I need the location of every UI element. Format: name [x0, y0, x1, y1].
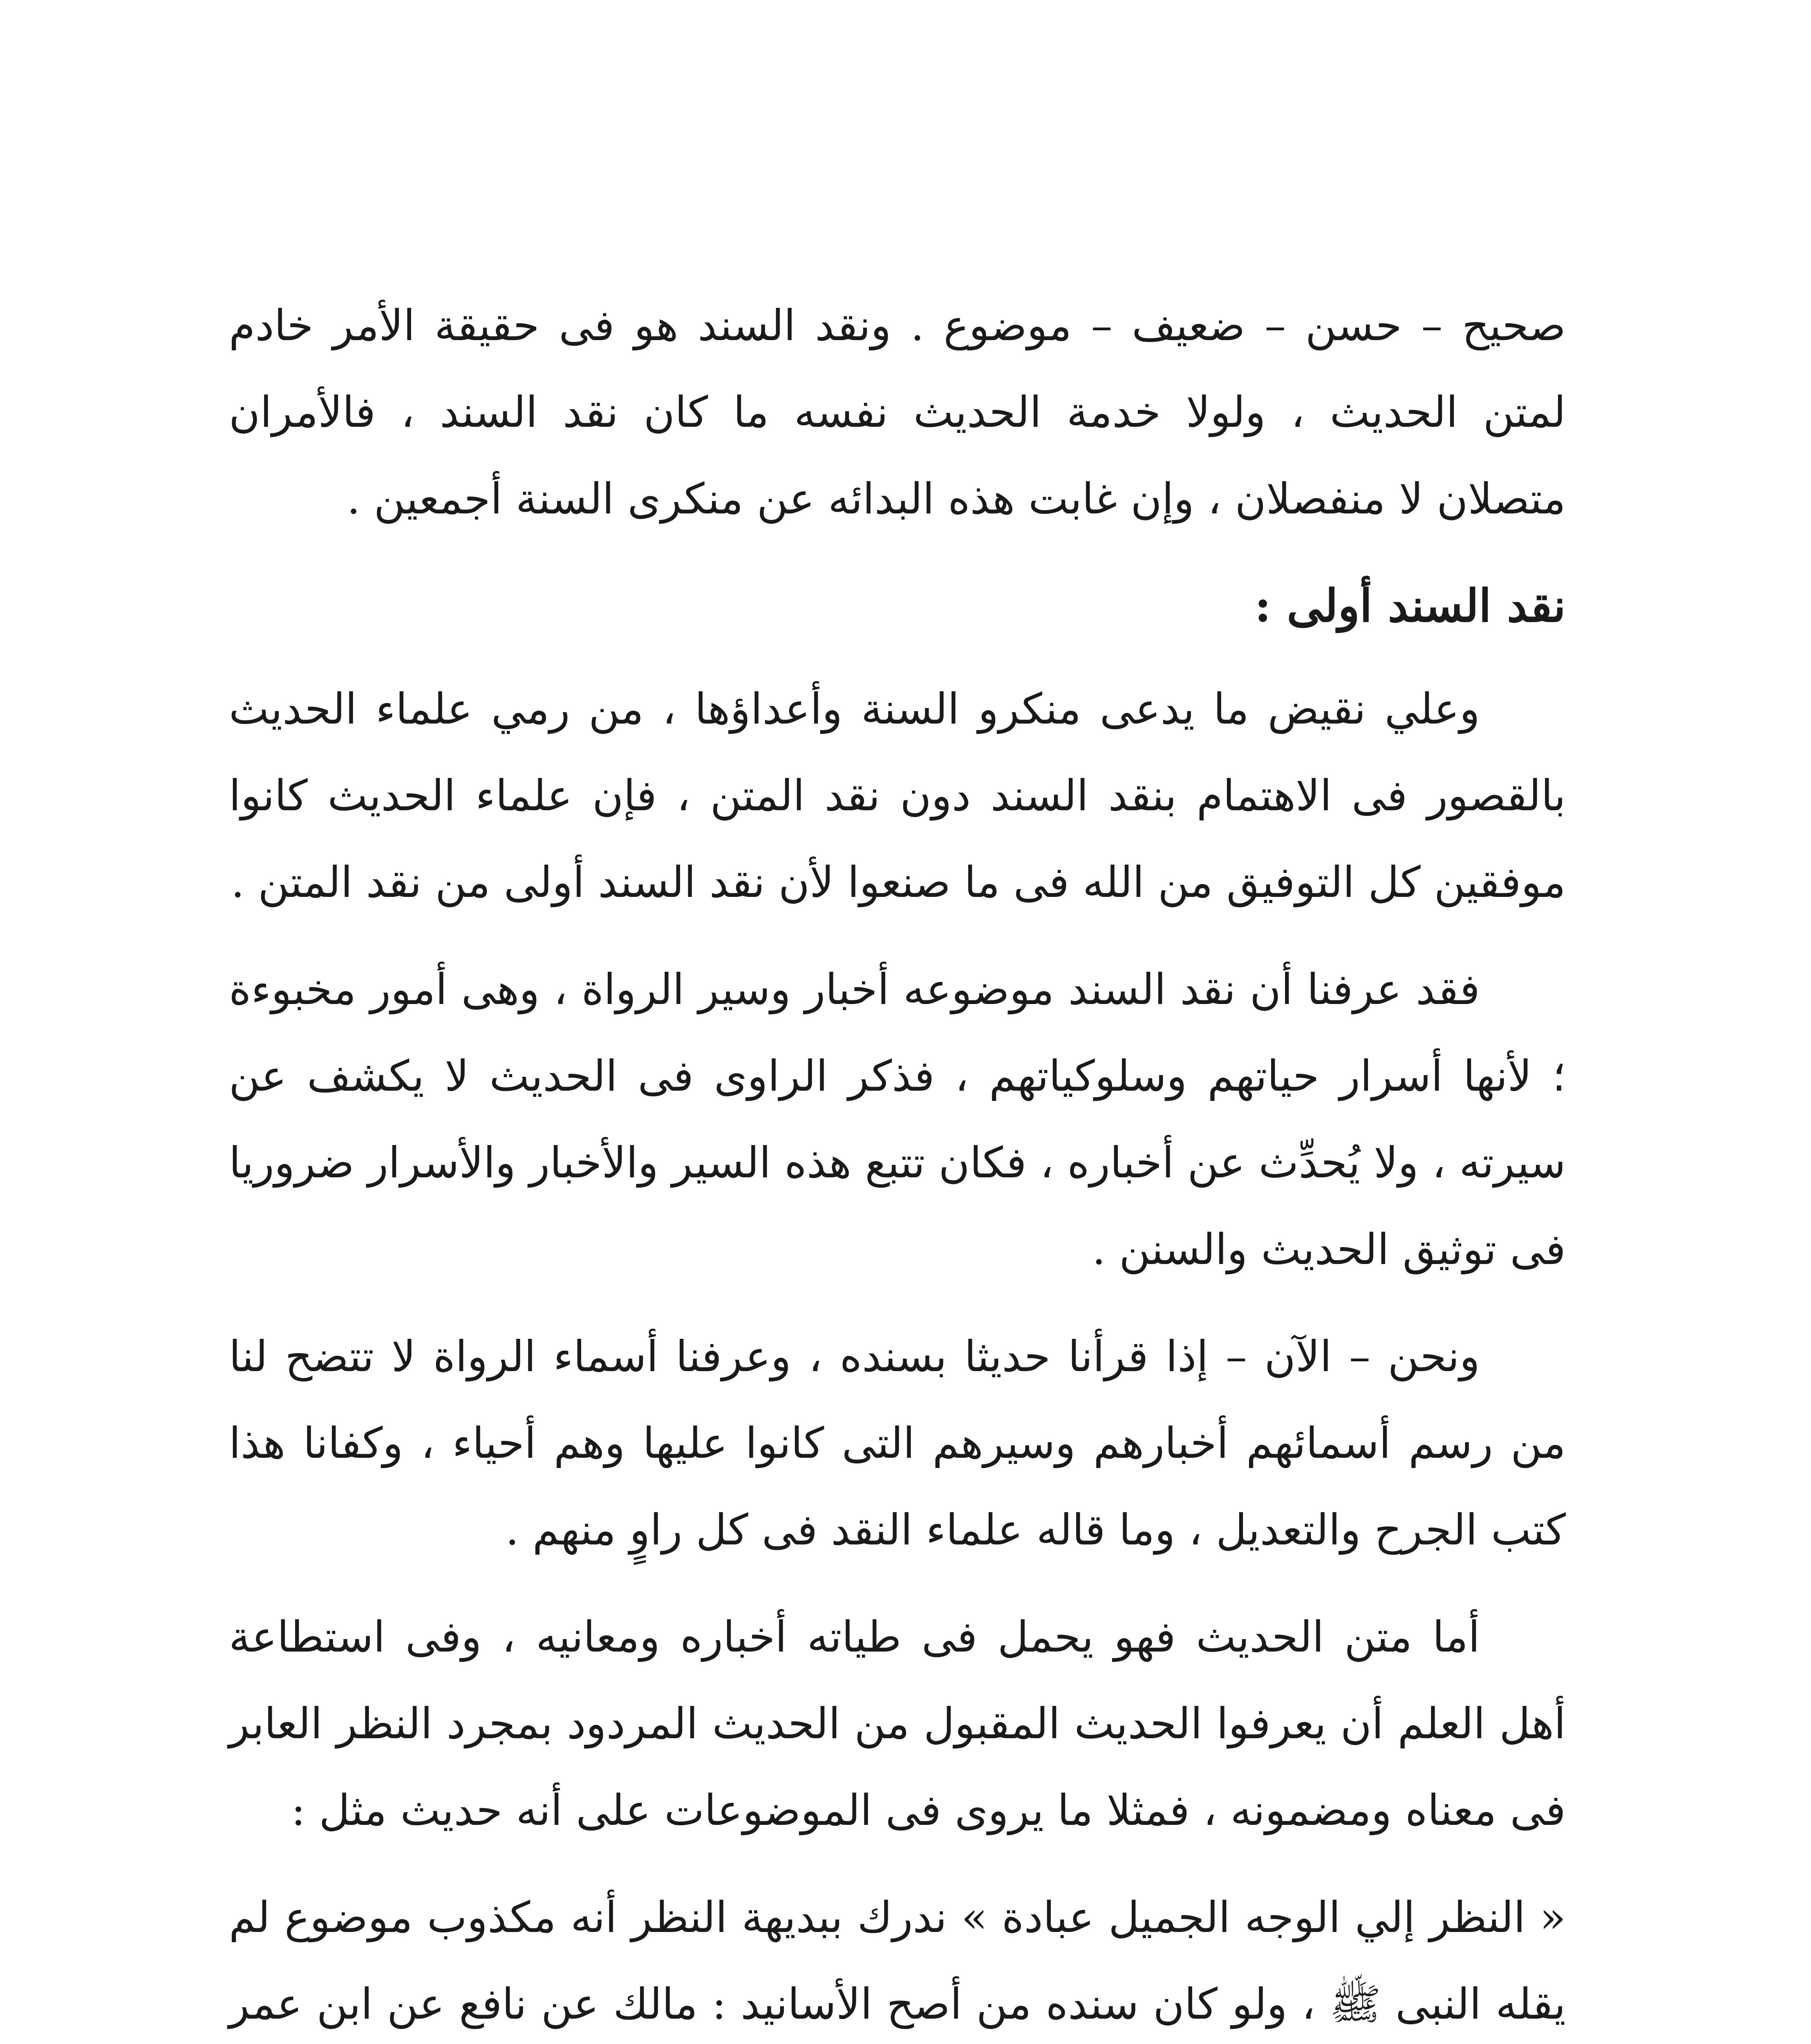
body-text	[229, 282, 1566, 2044]
paragraph-2: فقد عرفنا أن نقد السند موضوعه أخبار وسير الرواة ، وهى أمور مخبوءة ؛ لأنها أسرار حياتهم وسلوكياتهم ، فذكر الراوى فى الحديث لا يكشف عن سيرته ، ولا يُحدِّث عن أخباره ، فكان تتبع هذه السير والأخبار والأسرار ضروريا فى توثيق الحديث والسنن .	[229, 964, 1566, 1274]
opening-paragraph: صحيح – حسن – ضعيف – موضوع . ونقد السند هو فى حقيقة الأمر خادم لمتن الحديث ، ولولا خدمة الحديث نفسه ما كان نقد السند ، فالأمران متصلان لا منفصلان ، وإن غابت هذه البدائه عن منكرى السنة أجمعين .	[229, 300, 1566, 524]
paragraph-4: أما متن الحديث فهو يحمل فى طياته أخباره ومعانيه ، وفى استطاعة أهل العلم أن يعرفوا الحديث المقبول من الحديث المردود بمجرد النظر العابر فى معناه ومضمونه ، فمثلا ما يروى فى الموضوعات على أنه حديث مثل :	[229, 1612, 1566, 1835]
quote-paragraph: « النظر إلي الوجه الجميل عبادة » ندرك ببديهة النظر أنه مكذوب موضوع لم يقله النبى ﷺ ، ولو كان سنده من أصح الأسانيد : مالك عن نافع عن ابن عمر	[229, 1892, 1566, 2029]
paragraph-3: ونحن – الآن – إذا قرأنا حديثا بسنده ، وعرفنا أسماء الرواة لا تتضح لنا من رسم أسمائهم أخبارهم وسيرهم التى كانوا عليها وهم أحياء ، وكفانا هذا كتب الجرح والتعديل ، وما قاله علماء النقد فى كل راوٍ منهم .	[229, 1331, 1566, 1555]
paragraph-1: وعلي نقيض ما يدعى منكرو السنة وأعداؤها ، من رمي علماء الحديث بالقصور فى الاهتمام بنقد السند دون نقد المتن ، فإن علماء الحديث كانوا موفقين كل التوفيق من الله فى ما صنعوا لأن نقد السند أولى من نقد المتن .	[229, 684, 1566, 907]
section-heading: نقد السند أولى :	[1254, 579, 1566, 632]
